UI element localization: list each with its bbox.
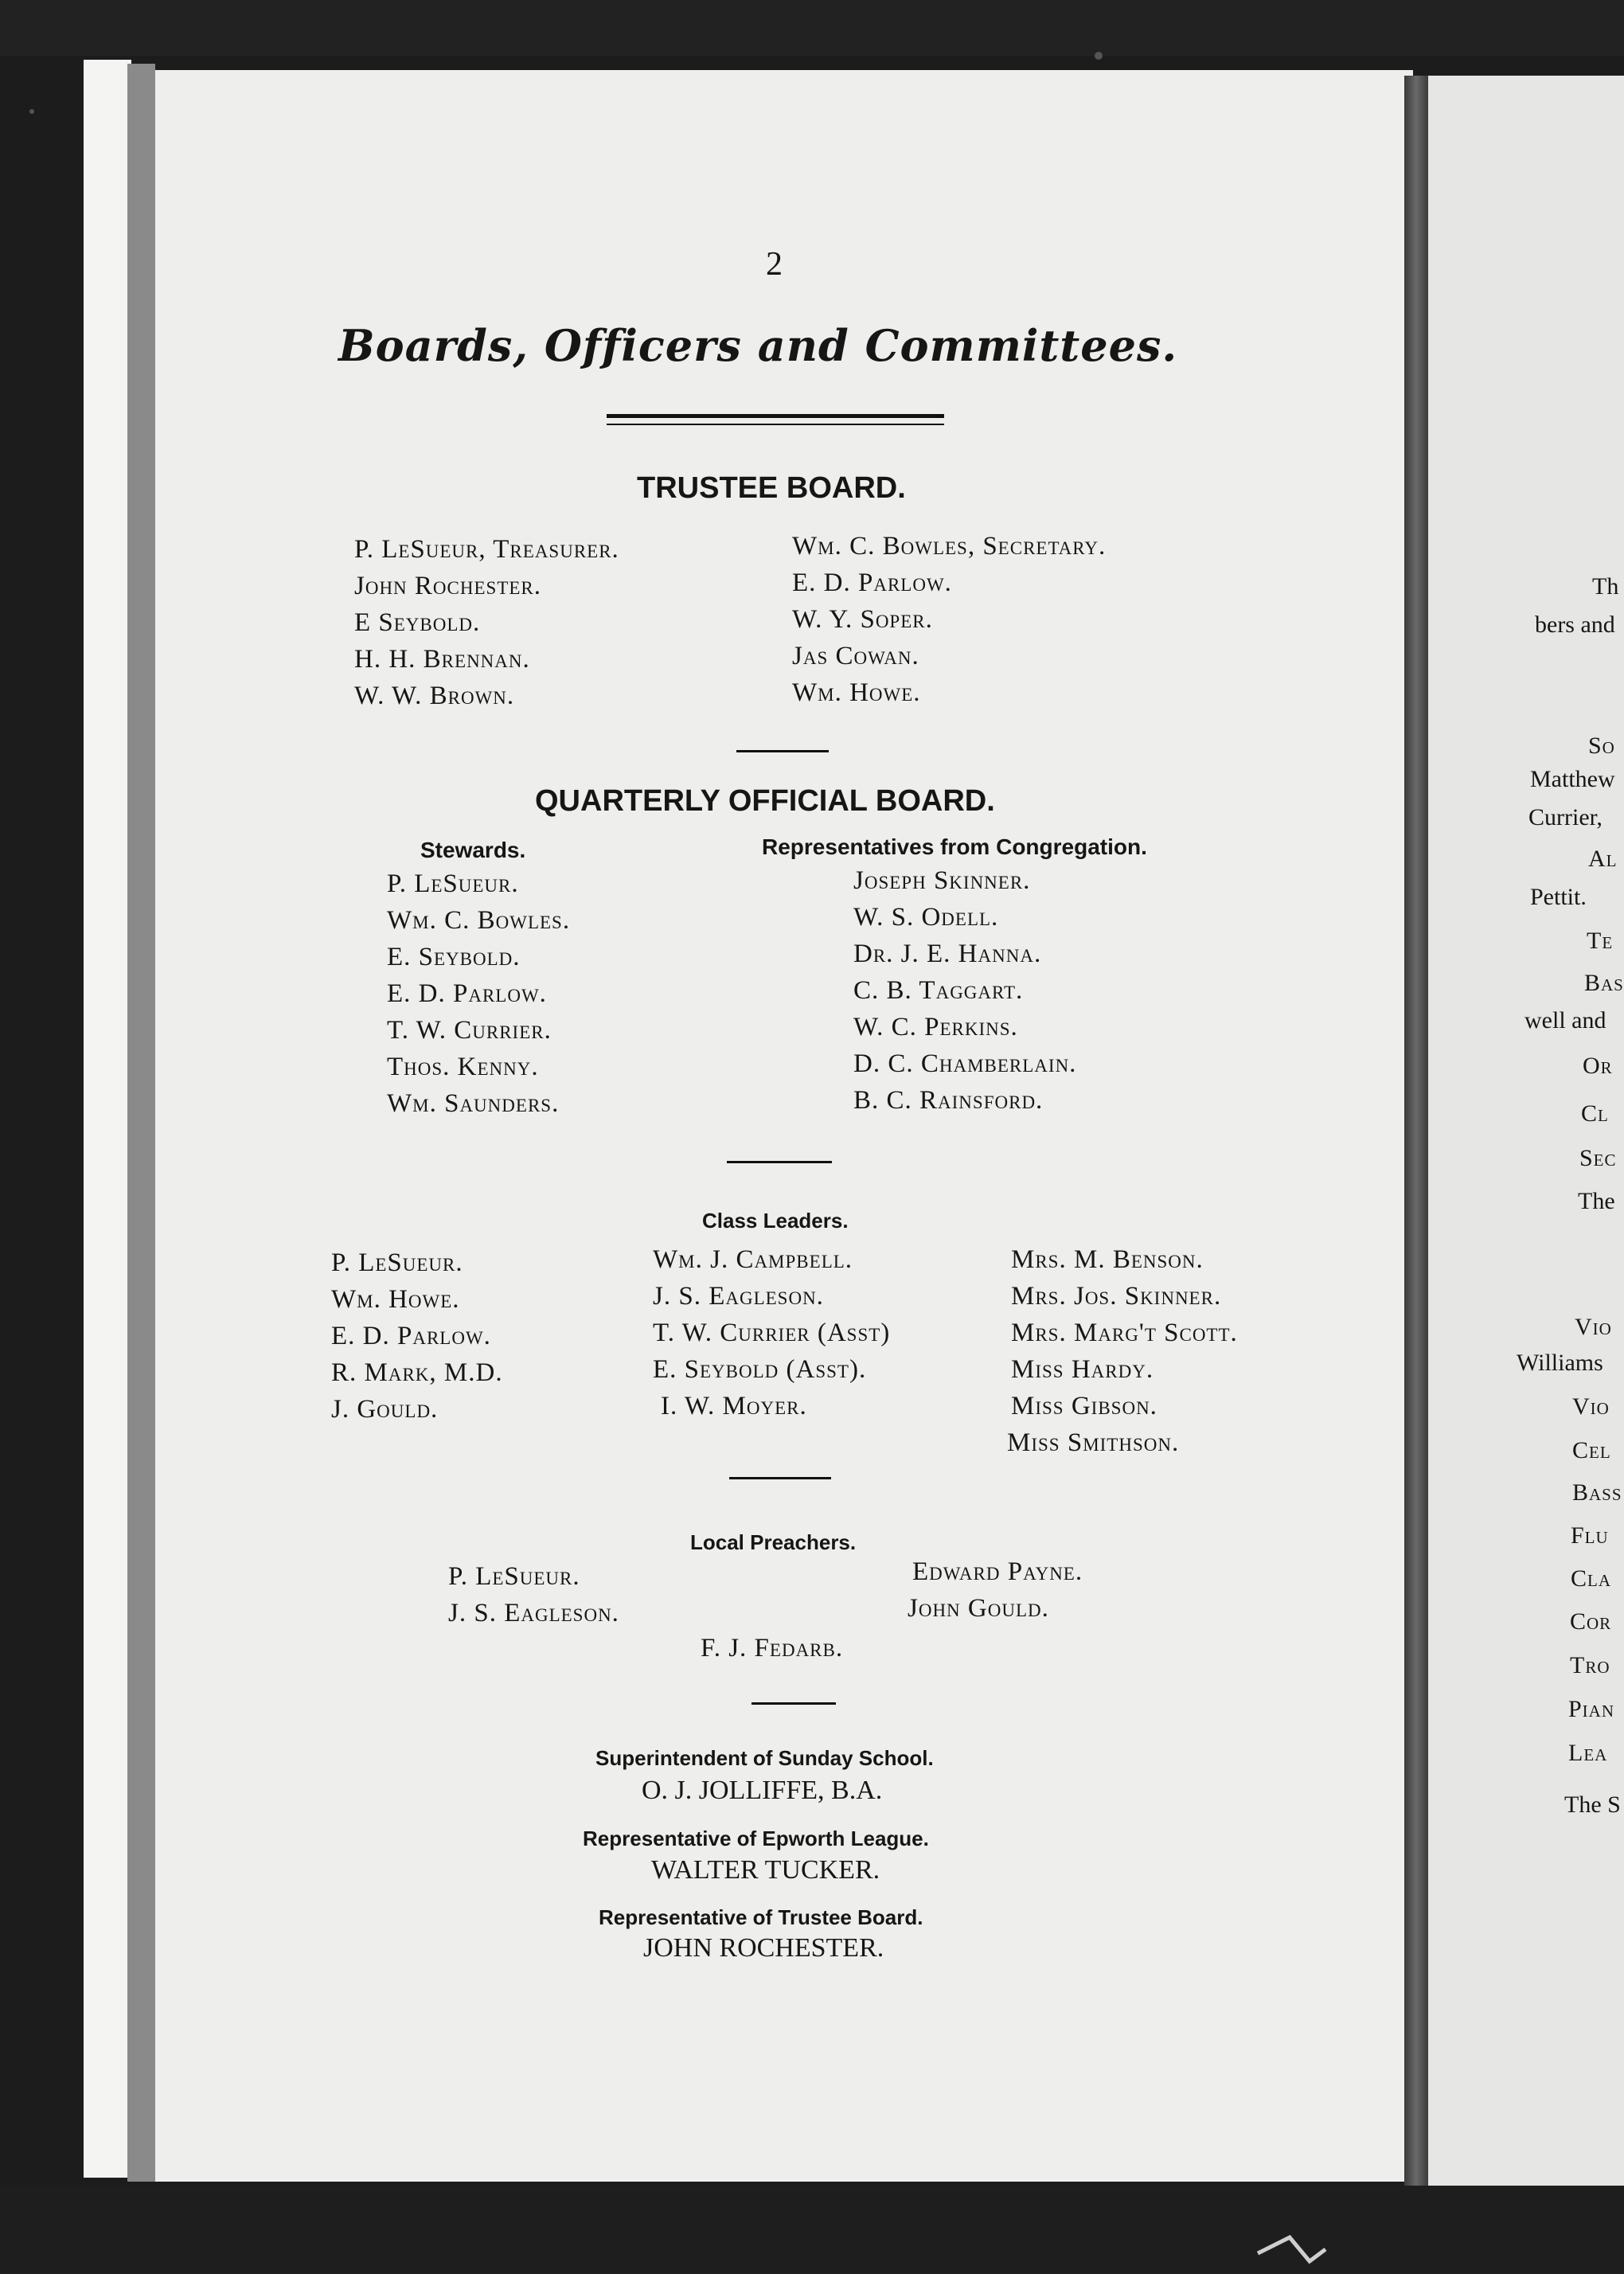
quarterly-board-heading: QUARTERLY OFFICIAL BOARD. [535, 784, 995, 818]
trustee-member: H. H. Brennan. [354, 645, 530, 674]
local-preacher: John Gould. [908, 1594, 1049, 1623]
facing-line: Cel [1572, 1437, 1611, 1463]
class-leader: I. W. Moyer. [661, 1392, 807, 1420]
steward: Wm. C. Bowles. [387, 906, 571, 935]
facing-line: bers and [1535, 611, 1615, 638]
trustee-member: P. LeSueur, Treasurer. [354, 535, 619, 564]
class-leader: J. Gould. [331, 1395, 439, 1424]
facing-line: Tro [1570, 1652, 1610, 1678]
class-leader: Wm. J. Campbell. [653, 1245, 853, 1274]
congregation-rep: D. C. Chamberlain. [853, 1049, 1077, 1078]
official-heading: Superintendent of Sunday School. [595, 1746, 934, 1770]
trustee-member: E Seybold. [354, 608, 481, 637]
reps-heading: Representatives from Congregation. [762, 834, 1147, 859]
official-heading: Representative of Trustee Board. [599, 1905, 923, 1929]
facing-line: The S [1564, 1791, 1621, 1818]
facing-line: Or [1583, 1053, 1613, 1079]
stewards-heading: Stewards. [420, 838, 526, 862]
page-edge [84, 60, 131, 2178]
section-divider [727, 1161, 832, 1163]
facing-line: Flu [1571, 1522, 1609, 1549]
facing-line: Matthew [1530, 766, 1615, 792]
page-number: 2 [766, 246, 783, 283]
steward: Wm. Saunders. [387, 1089, 560, 1118]
class-leader: P. LeSueur. [331, 1248, 463, 1277]
local-preacher: J. S. Eagleson. [448, 1599, 619, 1627]
facing-line: well and [1524, 1007, 1606, 1033]
section-divider [751, 1702, 836, 1705]
official-heading: Representative of Epworth League. [583, 1827, 929, 1850]
trustee-member: Wm. Howe. [792, 678, 921, 707]
local-preacher: Edward Payne. [912, 1557, 1083, 1586]
class-leader: Mrs. Marg't Scott. [1011, 1319, 1238, 1347]
trustee-member: John Rochester. [354, 572, 542, 600]
class-leaders-heading: Class Leaders. [702, 1209, 849, 1233]
facing-line: Currier, [1528, 804, 1603, 830]
local-preachers-heading: Local Preachers. [690, 1530, 857, 1554]
facing-line: Bass [1572, 1479, 1622, 1506]
section-divider [736, 750, 829, 752]
local-preacher: P. LeSueur. [448, 1562, 580, 1591]
trustee-member: W. W. Brown. [354, 682, 515, 710]
facing-page [1428, 76, 1624, 2186]
facing-line: Al [1588, 846, 1618, 872]
trustee-member: E. D. Parlow. [792, 568, 952, 597]
class-leader: Mrs. M. Benson. [1011, 1245, 1204, 1274]
class-leader: Miss Smithson. [1007, 1428, 1180, 1457]
congregation-rep: W. S. Odell. [853, 903, 999, 932]
class-leader: Miss Hardy. [1011, 1355, 1154, 1384]
facing-line: Bas [1584, 970, 1624, 996]
local-preacher: F. J. Fedarb. [701, 1634, 844, 1663]
class-leader: R. Mark, M.D. [331, 1358, 503, 1387]
class-leader: E. Seybold (Asst). [653, 1355, 867, 1384]
steward: Thos. Kenny. [387, 1053, 539, 1081]
facing-line: Cla [1571, 1565, 1612, 1592]
facing-line: The [1578, 1188, 1615, 1214]
congregation-rep: C. B. Taggart. [853, 976, 1024, 1005]
title-rule [607, 414, 944, 418]
trustee-member: Wm. C. Bowles, Secretary. [792, 532, 1107, 561]
page-title: Boards, Officers and Committees. [338, 320, 1178, 371]
book-spine [1404, 76, 1428, 2186]
official-name: JOHN ROCHESTER. [643, 1933, 884, 1963]
class-leader: Mrs. Jos. Skinner. [1011, 1282, 1222, 1311]
class-leader: Miss Gibson. [1011, 1392, 1157, 1420]
facing-line: Cl [1581, 1100, 1609, 1127]
facing-line: Williams [1517, 1350, 1603, 1376]
class-leader: T. W. Currier (Asst) [653, 1319, 891, 1347]
facing-line: Te [1587, 928, 1614, 954]
steward: T. W. Currier. [387, 1016, 552, 1045]
section-divider [729, 1477, 831, 1479]
official-name: O. J. JOLLIFFE, B.A. [642, 1776, 883, 1805]
trustee-board-heading: TRUSTEE BOARD. [637, 471, 906, 505]
class-leader: E. D. Parlow. [331, 1322, 491, 1350]
official-name: WALTER TUCKER. [651, 1855, 880, 1885]
page-edge-shadow [127, 64, 155, 2182]
facing-line: Cor [1570, 1608, 1612, 1635]
congregation-rep: B. C. Rainsford. [853, 1086, 1044, 1115]
facing-line: So [1588, 733, 1615, 759]
congregation-rep: W. C. Perkins. [853, 1013, 1018, 1041]
facing-line: Pettit. [1530, 884, 1587, 910]
facing-line: Th [1592, 573, 1619, 600]
facing-line: Pian [1568, 1696, 1615, 1722]
trustee-member: Jas Cowan. [792, 642, 919, 670]
trustee-member: W. Y. Soper. [792, 605, 933, 634]
class-leader: Wm. Howe. [331, 1285, 460, 1314]
steward: P. LeSueur. [387, 869, 519, 898]
steward: E. Seybold. [387, 943, 521, 971]
class-leader: J. S. Eagleson. [653, 1282, 824, 1311]
facing-line: Vio [1575, 1314, 1612, 1340]
steward: E. D. Parlow. [387, 979, 547, 1008]
facing-line: Sec [1579, 1145, 1617, 1171]
congregation-rep: Joseph Skinner. [853, 866, 1031, 895]
congregation-rep: Dr. J. E. Hanna. [853, 940, 1042, 968]
facing-line: Lea [1568, 1740, 1608, 1766]
title-rule-thin [607, 424, 944, 425]
facing-line: Vio [1572, 1393, 1610, 1420]
